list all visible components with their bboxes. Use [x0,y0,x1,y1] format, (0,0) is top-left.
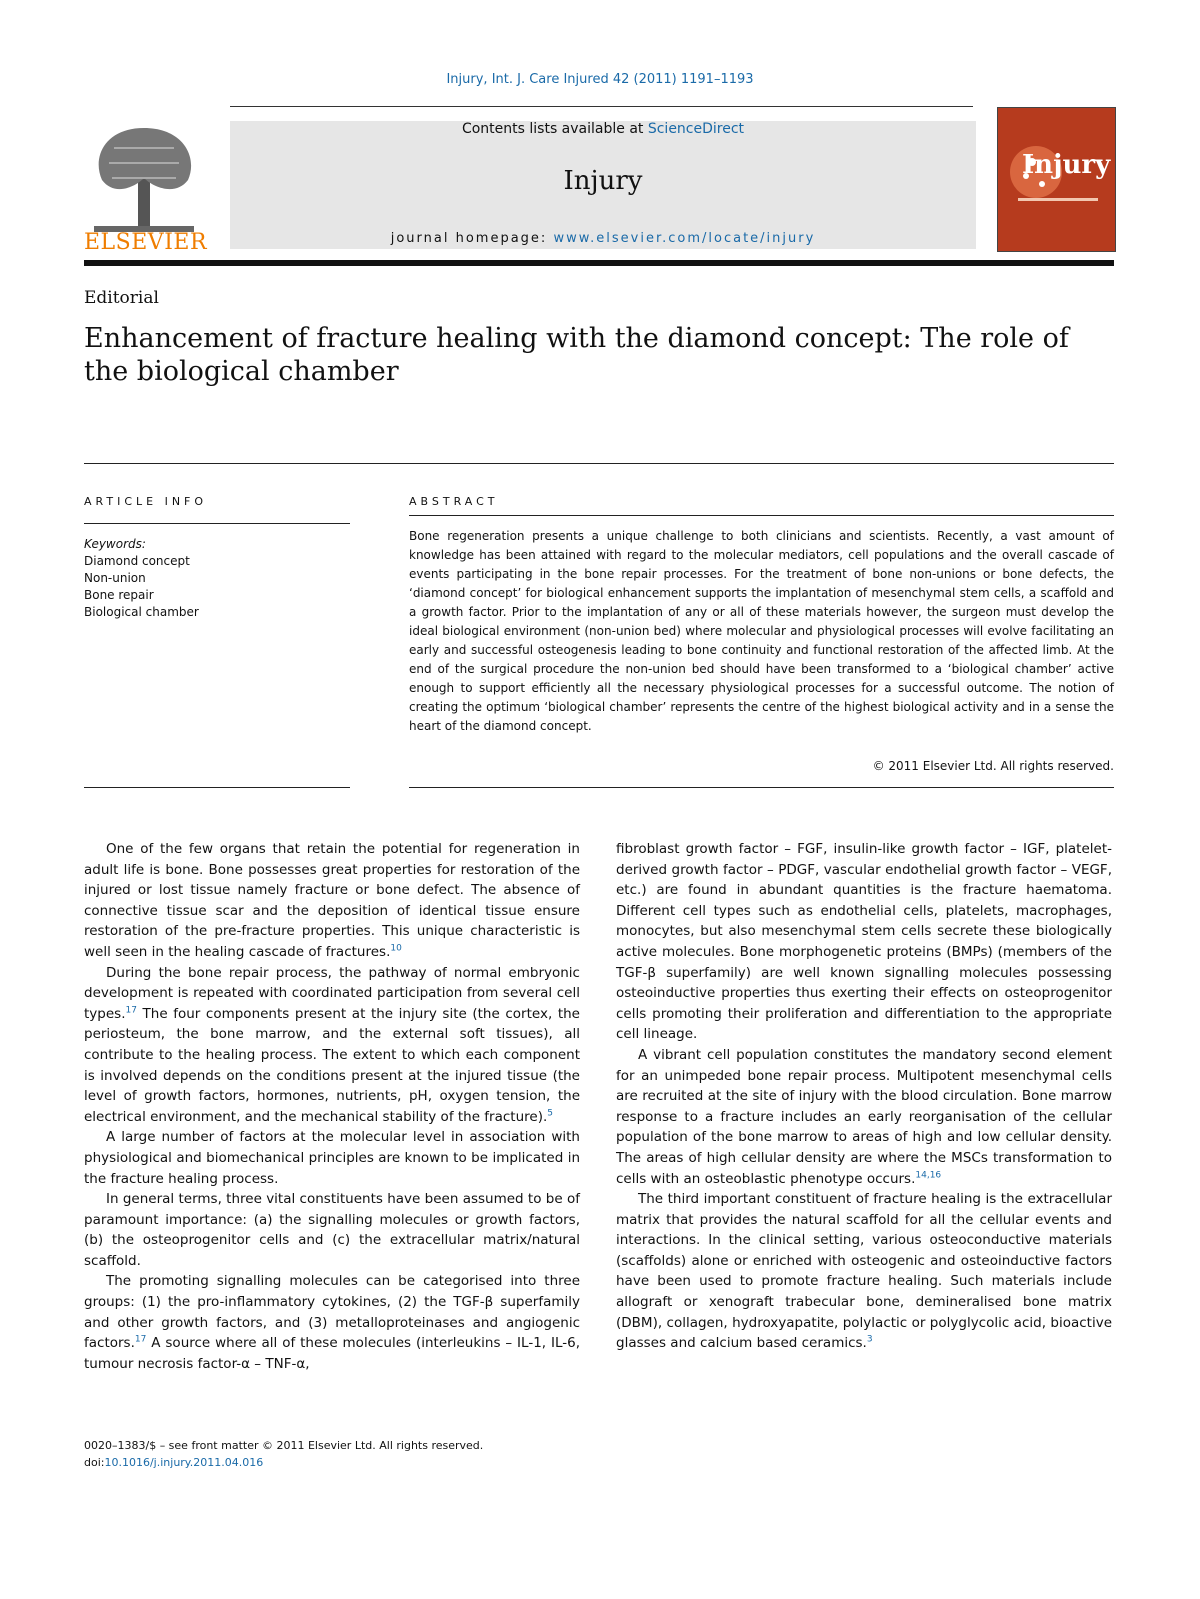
front-matter-footer [84,1437,483,1471]
reference-link[interactable]: 5 [547,1108,554,1119]
header-bar [84,260,1114,266]
paragraph-text: The four components present at the injury site (the cortex, the periosteum, the bone marrow, and the external soft tissues), all contribute to the healing process. The extent to which each component is involved depends on the conditions present at the injured tissue (the level of growth factors, hormones, nutrients, pH, oxygen tension, the electrical environment, and the mechanical stability of the fracture). [84,1005,580,1125]
body-left-column [84,839,580,1374]
homepage-prefix: journal homepage: [390,231,554,246]
reference-link[interactable]: 17 [134,1334,147,1345]
elsevier-wordmark: ELSEVIER [84,230,208,255]
reference-link[interactable]: 3 [866,1334,873,1345]
abstract-copyright: © 2011 Elsevier Ltd. All rights reserved. [872,759,1114,773]
paragraph-text: A vibrant cell population constitutes the mandatory second element for an unimpeded bone repair process. Multipotent mesenchymal cells are recruited at the site of injury with the blood circulation. Bone marrow response to a fracture includes an early reorganisation of the cellular population of the bone marrow to areas of high and low cellular density. The areas of high cellular density are where the MSCs transformation to cells with an osteoblastic phenotype occurs. [616,1046,1112,1187]
keyword-item: Diamond concept [84,554,190,568]
abstract-heading: ABSTRACT [409,495,499,508]
paragraph-text: During the bone repair process, the pathway of normal embryonic development is repeated with coordinated participation from several cell types. [84,964,580,1022]
doi-link[interactable]: 10.1016/j.injury.2011.04.016 [104,1456,264,1469]
body-paragraph [84,963,580,1128]
sciencedirect-link[interactable]: ScienceDirect [647,121,745,137]
contents-prefix: Contents lists available at [461,121,648,137]
cover-title: Injury [1022,150,1111,180]
journal-title: Injury [563,166,643,196]
abstract-divider-top [409,515,1114,516]
keyword-item: Non-union [84,571,146,585]
contents-line [230,121,976,137]
abstract-text: Bone regeneration presents a unique challenge to both clinicians and scientists. Recently, a vast amount of knowledge has been attained with regard to the molecular mediators, cell populations and the overall cascade of events participating in the bone repair processes. For the treatment of bone non-unions or bone defects, the ‘diamond concept’ for biological enhancement supports the implantation of mesenchymal stem cells, a scaffold and a growth factor. Prior to the implantation of any or all of these materials however, the surgeon must develop the ideal biological environment (non-union bed) where molecular and physiological processes will evolve facilitating an early and successful osteogenesis leading to bone continuity and functional restoration of the affected limb. At the end of the surgical procedure the non-union bed should have been transformed to a ‘biological chamber’ active enough to support efficiently all the necessary physiological processes for a successful outcome. The notion of creating the optimum ‘biological chamber’ represents the centre of the highest biological activity and in a sense the heart of the diamond concept. [409,529,1114,733]
paragraph-text: One of the few organs that retain the potential for regeneration in adult life is bone. Bone possesses great properties for restoration of the injured or lost tissue namely fracture or bone defect. The absence of connective tissue scar and the deposition of identical tissue ensure restoration of the pre-fracture properties. This unique characteristic is well seen in the healing cascade of fractures. [84,841,580,960]
body-paragraph: A large number of factors at the molecular level in association with physiological and biomechanical principles are known to be implicated in the fracture healing process. [84,1129,580,1187]
header-divider [230,106,973,107]
paragraph-text: A source where all of these molecules (interleukins – IL-1, IL-6, tumour necrosis factor-α – TNF-α, [84,1335,580,1372]
doi-line [84,1454,483,1471]
body-paragraph: fibroblast growth factor – FGF, insulin-like growth factor – IGF, platelet-derived growth factor – PDGF, vascular endothelial growth factor – VEGF, etc.) are found in abundant quantities is the fracture haematoma. Different cell types such as endothelial cells, platelets, macrophages, monocytes, but also mesenchymal stem cells secrete these biologically active molecules. Bone morphogenetic proteins (BMPs) (members of the TGF-β superfamily) are well known signalling molecules possessing osteoinductive properties thus exerting their effects on osteoprogenitor cells promoting their proliferation and differentiation to the appropriate cell lineage. [616,841,1112,1043]
title-divider [84,463,1114,464]
keyword-item: Biological chamber [84,605,199,619]
abstract-divider-bottom [409,787,1114,788]
journal-citation[interactable]: Injury, Int. J. Care Injured 42 (2011) 1191–1193 [446,72,754,87]
reference-link[interactable]: 17 [125,1005,137,1016]
body-paragraph [84,839,580,963]
paragraph-text: The promoting signalling molecules can be categorised into three groups: (1) the pro-inflammatory cytokines, (2) the TGF-β superfamily and other growth factors, and (3) metalloproteinases and angiogenic factors. [84,1273,580,1352]
article-type: Editorial [84,288,159,308]
keyword-item: Bone repair [84,588,154,602]
body-right-column [616,839,1112,1354]
body-paragraph [616,1189,1112,1354]
reference-link[interactable]: 14,16 [915,1170,942,1180]
elsevier-tree-logo-icon [84,118,204,236]
front-matter-line: 0020–1383/$ – see front matter © 2011 Elsevier Ltd. All rights reserved. [84,1439,484,1452]
article-info-heading: ARTICLE INFO [84,495,208,508]
reference-link[interactable]: 10 [390,943,402,954]
homepage-link[interactable]: www.elsevier.com/locate/injury [553,231,816,246]
keywords-block [84,536,199,621]
body-paragraph [616,1045,1112,1189]
paragraph-text: The third important constituent of fracture healing is the extracellular matrix that provides the natural scaffold for all the cellular events and interactions. In the clinical setting, various osteoconductive materials (scaffolds) alone or enriched with osteogenic and osteoinductive factors have been used to promote fracture healing. Such materials include allograft or xenograft trabecular bone, demineralised bone matrix (DBM), collagen, hydroxyapatite, polylactic or polyglycolic acid, bioactive glasses and calcium based ceramics. [616,1191,1112,1352]
info-divider-bottom [84,787,350,788]
journal-homepage [230,231,976,246]
keywords-label: Keywords: [84,537,146,551]
doi-prefix: doi: [84,1456,105,1469]
info-divider-top [84,523,350,524]
body-paragraph: In general terms, three vital constituents have been assumed to be of paramount importance: (a) the signalling molecules or growth factors, (b) the osteoprogenitor cells and (c) the extracellular matrix/natural scaffold. [84,1191,580,1269]
article-title: Enhancement of fracture healing with the diamond concept: The role of the biological chamber [84,323,1069,387]
body-paragraph [84,1271,580,1374]
